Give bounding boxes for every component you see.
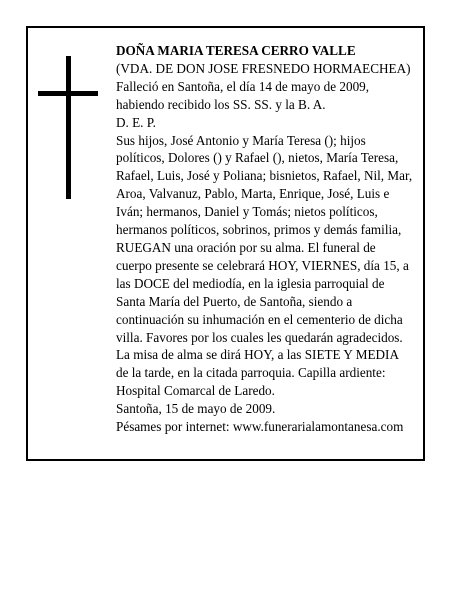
notice-text [116, 42, 422, 436]
notice-line: cuerpo presente se celebrará HOY, VIERNES, día 15, a [116, 257, 409, 273]
notice-line: continuación su inhumación en el cementerio de dicha [116, 311, 403, 327]
cross-vertical-bar [66, 56, 71, 199]
notice-line: las DOCE del mediodía, en la iglesia parroquial de [116, 275, 385, 291]
notice-line: Iván; hermanos, Daniel y Tomás; nietos políticos, [116, 204, 378, 220]
obituary-notice [26, 26, 425, 461]
notice-line: RUEGAN una oración por su alma. El funeral de [116, 239, 376, 255]
notice-line: La misa de alma se dirá HOY, a las SIETE Y MEDIA [116, 347, 399, 363]
notice-line: habiendo recibido los SS. SS. y la B. A. [116, 96, 326, 112]
notice-line: D. E. P. [116, 114, 156, 130]
notice-line: Pésames por internet: www.funerarialamontanesa.com [116, 419, 404, 435]
notice-line: Sus hijos, José Antonio y María Teresa (); hijos [116, 132, 366, 148]
cross-icon [38, 56, 98, 199]
deceased-name: DOÑA MARIA TERESA CERRO VALLE [116, 43, 356, 58]
notice-line: Santoña, 15 de mayo de 2009. [116, 401, 276, 417]
notice-line: Falleció en Santoña, el día 14 de mayo de 2009, [116, 78, 370, 94]
notice-line: Aroa, Valvanuz, Pablo, Marta, Enrique, José, Luis e [116, 186, 390, 202]
widow-of-line: (VDA. DE DON JOSE FRESNEDO HORMAECHEA) [116, 60, 411, 76]
notice-line: villa. Favores por los cuales les quedarán agradecidos. [116, 329, 403, 345]
cross-horizontal-bar [38, 91, 98, 96]
notice-line: Hospital Comarcal de Laredo. [116, 383, 275, 399]
notice-line: de la tarde, en la citada parroquia. Capilla ardiente: [116, 365, 386, 381]
notice-line: hermanos políticos, sobrinos, primos y demás familia, [116, 222, 402, 238]
notice-line: políticos, Dolores () y Rafael (), nietos, María Teresa, [116, 150, 399, 166]
notice-line: Rafael, Luis, José y Poliana; bisnietos, Rafael, Nil, Mar, [116, 168, 413, 184]
notice-line: Santa María del Puerto, de Santoña, siendo a [116, 293, 353, 309]
